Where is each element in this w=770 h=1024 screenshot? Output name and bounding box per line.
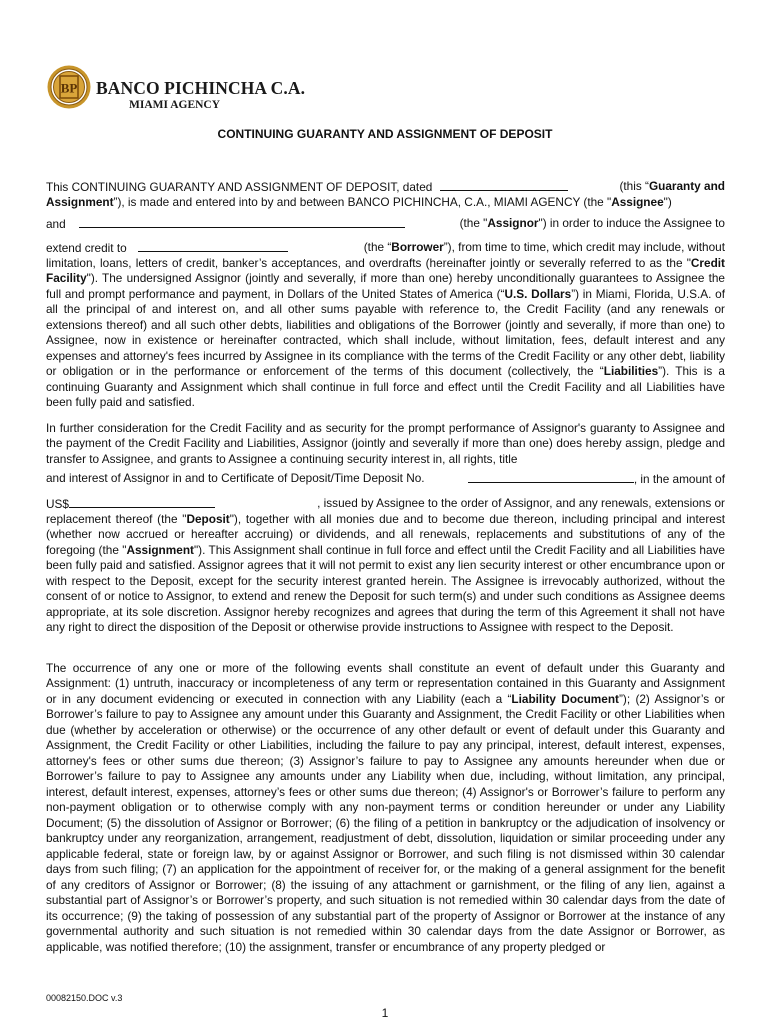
defined-term-assignee: Assignee — [611, 194, 664, 209]
p2b-text-3: "). This Assignment shall continue in full force and effect until the Credit Facility and all Liabilities have been fully paid and satisfied. Assignor agrees that it will not permit to exist any lien security interest or other encumbrance upon or with respect to the Deposit, except for the security interest granted herein. The Assignee is irrevocably authorized, without the consent of or notice to Assignor, to extend and renew the Deposit for such term(s) and under such conditions as Assignee deems appropriate, at its sole discretion. Assignor hereby recognizes and agrees that during the term of this Agreement it shall not have any right to direct the disposition of the Deposit or otherwise provide instructions to Assignee with respect to the Deposit. — [46, 542, 725, 634]
p3-text-b: ”); (2) Assignor’s or Borrower’s failure to pay to Assignee any amount under this Guaranty and Assignment, the Credit Facility or other Liabilities when due (whether by acceleration or otherwise) or the occurrence of any other default or event of default under this Guaranty and Assignment, the Credit Facility or other Liabilities, including the failure to pay any principal, interest, default interest, expenses, attorney's fees or other sums due thereon; (3) Assignor’s failure to pay to Assignee any amounts hereunder when due or Borrower’s failure to pay to Assignee any amounts under any Liability when due, including, without limitation, any principal, interest, default interest, expenses, attorney’s fees or other sums due thereon; (4) Assignor's or Borrower’s failure to perform any non-payment obligation or to otherwise comply with any non-payment terms or condition hereunder or under any Liability Document; (5) the dissolution of Assignor or Borrower; (6) the filing of a petition in bankruptcy or the adjudication of insolvency or bankruptcy under any reorganization, arrangement, readjustment of debt, dissolution, liquidation or similar proceeding under any applicable federal, state or foreign law, by or against Assignor or Borrower, and such filing is not dismissed within 30 calendar days from such filing; (7) an application for the appointment of receiver for, or the making of a general assignment for the benefit of any creditors of Assignor or Borrower; (8) the issuing of any attachment or garnishment, or the filing of any lien, against a substantial part of Assignor’s or Borrower’s property, and such situation is not remedied within 30 calendar days from the date of its occurrence; (9) the taking of possession of any substantial part of the property of Assignor or Borrower at the instance of any governmental authority and such situation is not remedied within 30 calendar days from the date Assignor or Borrower, as applicable, was notified therefore; (10) the assignment, transfer or encumbrance of any property pledged or — [46, 691, 725, 954]
paragraph-2-body — [46, 421, 725, 468]
intro-text-c: ”), is made and entered into by and between BANCO PICHINCHA, C.A., MIAMI AGENCY (the " — [113, 194, 612, 209]
usd-line — [46, 496, 725, 513]
p1-text-3: ”) in Miami, Florida, U.S.A. of all the principal of and interest on, and all other sums payable with reference to, the Credit Facility (and any renewals or extensions thereof) and all such other debts, liabilities and obligations of the Borrower (jointly and severally, if more than one) to Assignee, now in existence or hereinafter contracted, which shall include, without limitation, fees, default interest and any expenses and attorney's fees incurred by Assignee in its compliance with the terms of the Credit Facility or any other debt, liability or obligation or in the performance or enforcement of the terms of this document (collectively, the “ — [46, 286, 726, 378]
defined-term-deposit: Deposit — [186, 511, 230, 526]
usd-text: , issued by Assignee to the order of Assignor, and any renewals, extensions or — [317, 496, 725, 510]
intro-line-1 — [46, 179, 725, 196]
extend-text-a: extend credit to — [46, 241, 127, 255]
paragraph-2-continued — [46, 512, 725, 636]
defined-term-liability-document: Liability Document — [511, 691, 619, 706]
p2-text: In further consideration for the Credit Facility and as security for the prompt performance of Assignor's guaranty to Assignee and the payment of the Credit Facility and Liabilities, Assignor (jointly and severally if more than one) does hereby assign, pledge and transfer to Assignee, and grants to Assignee a continuing security interest in, all rights, title — [46, 420, 725, 466]
defined-term-liabilities: Liabilities — [603, 364, 659, 378]
defined-term-guaranty: Guaranty and — [648, 179, 725, 193]
borrower-blank — [138, 240, 288, 252]
defined-term-assignor: Assignor — [487, 216, 539, 230]
assignor-text-a: (the " — [459, 216, 488, 230]
intro-text-d: ") — [663, 194, 672, 209]
intro-text-a: This CONTINUING GUARANTY AND ASSIGNMENT OF DEPOSIT, dated — [46, 180, 433, 194]
borrower-line — [46, 240, 725, 257]
amount-text: , in the amount of — [633, 472, 725, 486]
p1-text-2: "). The undersigned Assignor (jointly and severally, if more than one) hereby unconditionally guarantees to Assignee the full and prompt performance and payment, in Dollars of the United States of America (“ — [46, 271, 725, 301]
date-blank — [440, 179, 568, 191]
p3-text-a: The occurrence of any one or more of the following events shall constitute an event of default under this Guaranty and Assignment: (1) untruth, inaccuracy or incompleteness of any term or representation contained in this Guaranty and Assignment or in any document evidencing or executed in connection with any Liability (each a “ — [46, 660, 725, 706]
page-number: 1 — [381, 1006, 389, 1020]
certificate-number-blank — [468, 471, 634, 483]
assignor-text-c: ") in order to induce the Assignee to — [538, 216, 725, 230]
paragraph-3-body — [46, 661, 725, 956]
paragraph-1-body — [46, 256, 725, 411]
bank-logo — [46, 64, 306, 116]
defined-term-assignment-2: Assignment — [126, 542, 194, 557]
defined-term-us-dollars: U.S. Dollars — [504, 286, 572, 301]
p2b-text-2: "), together with all monies due and to become due thereon, including principal and interest (whether now accrued or hereafter accruing) or dividends, and all renewals, replacements and substitutions of any of the foregoing (the " — [46, 511, 725, 557]
defined-term-assignment: Assignment — [46, 194, 114, 209]
seal-letters: BP — [60, 80, 78, 96]
assignor-line — [46, 216, 725, 233]
agency-name: MIAMI AGENCY — [129, 99, 221, 111]
bank-seal-icon — [46, 64, 92, 110]
document-title: CONTINUING GUARANTY AND ASSIGNMENT OF DEPOSIT — [217, 127, 553, 141]
and-word: and — [46, 217, 66, 231]
assignor-blank — [79, 216, 405, 228]
usd-amount-blank — [69, 496, 215, 508]
certificate-line — [46, 471, 725, 488]
extend-text-d: ”), from time to time, which credit may include, without — [443, 240, 725, 254]
document-id: 00082150.DOC v.3 — [46, 993, 123, 1003]
defined-term-borrower: Borrower — [391, 240, 444, 254]
bank-name: BANCO PICHINCHA C.A. — [96, 78, 306, 98]
intro-text-b: (this “ — [619, 179, 649, 193]
p2b-text-1: replacement thereof (the " — [46, 511, 187, 526]
usd-prefix: US$ — [46, 497, 69, 511]
certificate-text: and interest of Assignor in and to Certificate of Deposit/Time Deposit No. — [46, 471, 425, 485]
p1-text-1: limitation, loans, letters of credit, banker’s acceptances, and overdrafts (hereinafter jointly or severally referred to as the " — [46, 255, 691, 270]
defined-term-credit-facility: Credit Facility — [46, 255, 725, 285]
p1-text-4: ”). This is a continuing Guaranty and Assignment which shall continue in full force and effect until the Credit Facility and all Liabilities have been fully paid and satisfied. — [46, 364, 725, 409]
intro-line-2 — [46, 195, 725, 211]
extend-text-b: (the “ — [363, 240, 392, 254]
